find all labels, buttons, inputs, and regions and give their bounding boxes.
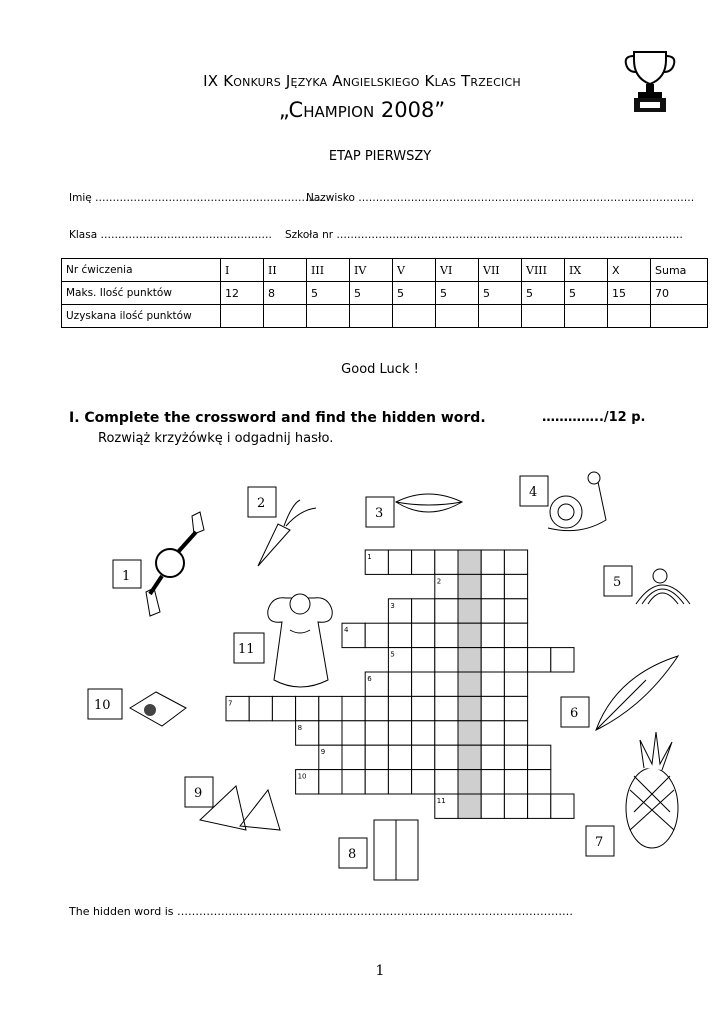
crossword-cell[interactable]	[504, 770, 527, 794]
crossword-cell[interactable]	[319, 770, 342, 794]
task-title: I. Complete the crossword and find the hidden word.	[69, 410, 486, 426]
table-cell: IV	[350, 259, 393, 282]
crossword-cell[interactable]	[388, 770, 411, 794]
row-label: Maks. Ilość punktów	[62, 282, 221, 305]
row-label: Uzyskana ilość punktów	[62, 305, 221, 328]
contest-title: IX Konkurs Języka Angielskiego Klas Trzecich	[203, 72, 521, 90]
table-cell: VI	[436, 259, 479, 282]
crossword-cell[interactable]	[504, 696, 527, 720]
crossword-cell[interactable]	[388, 696, 411, 720]
table-cell: VIII	[522, 259, 565, 282]
table-cell: 5	[307, 282, 350, 305]
crossword-cell[interactable]	[365, 721, 388, 745]
table-cell: 5	[436, 282, 479, 305]
hidden-word-cell[interactable]	[458, 696, 481, 720]
crossword-cell[interactable]	[528, 794, 551, 818]
crossword-cell[interactable]	[319, 696, 342, 720]
crossword-cell[interactable]	[551, 794, 574, 818]
crossword-cell[interactable]	[481, 770, 504, 794]
crossword-cell[interactable]	[504, 648, 527, 672]
clue-number: 6	[367, 675, 372, 683]
crossword-cell[interactable]	[272, 696, 295, 720]
clue-number: 5	[390, 650, 395, 659]
name-field[interactable]: Imię …………………………………………………………	[69, 192, 327, 204]
crossword-cell[interactable]	[435, 696, 458, 720]
crossword-cell[interactable]	[249, 696, 272, 720]
crossword-cell[interactable]	[504, 623, 527, 647]
crossword-cell[interactable]	[481, 574, 504, 598]
table-cell: 8	[264, 282, 307, 305]
clue-number: 7	[228, 699, 233, 708]
crossword-cell[interactable]	[435, 550, 458, 574]
svg-text:5: 5	[613, 575, 622, 590]
crossword-cell[interactable]	[528, 770, 551, 794]
crossword-cell[interactable]	[481, 550, 504, 574]
table-cell: Suma	[651, 259, 708, 282]
row-label: Nr ćwiczenia	[62, 259, 221, 282]
crossword-cell[interactable]	[528, 648, 551, 672]
hidden-word-cell[interactable]	[458, 672, 481, 696]
crossword-cell[interactable]	[504, 550, 527, 574]
crossword-cell[interactable]	[481, 623, 504, 647]
svg-text:4: 4	[529, 485, 538, 500]
task-instruction: Rozwiąż krzyżówkę i odgadnij hasło.	[98, 431, 334, 446]
hidden-word-cell[interactable]	[458, 574, 481, 598]
svg-text:8: 8	[348, 847, 357, 862]
table-cell: X	[608, 259, 651, 282]
picture-10-sharpener	[88, 689, 186, 726]
table-cell: 5	[522, 282, 565, 305]
table-cell: II	[264, 259, 307, 282]
clue-number: 10	[297, 772, 307, 781]
crossword-cell[interactable]	[342, 745, 365, 769]
good-luck-text: Good Luck !	[341, 362, 419, 377]
crossword-cell[interactable]	[388, 550, 411, 574]
picture-7-pineapple	[586, 732, 678, 856]
crossword-grid	[226, 550, 574, 818]
crossword-cell[interactable]	[365, 623, 388, 647]
clue-number: 4	[344, 626, 349, 635]
crossword-cell[interactable]	[388, 672, 411, 696]
crossword-cell[interactable]	[528, 745, 551, 769]
crossword-cell[interactable]	[435, 770, 458, 794]
table-cell: III	[307, 259, 350, 282]
hidden-word-cell[interactable]	[458, 794, 481, 818]
crossword-cell[interactable]	[481, 794, 504, 818]
crossword-cell[interactable]	[504, 745, 527, 769]
class-field[interactable]: Klasa ………………………………………….	[69, 229, 272, 241]
crossword-cell[interactable]	[481, 648, 504, 672]
crossword-cell[interactable]	[412, 599, 435, 623]
table-cell: 70	[651, 282, 708, 305]
crossword-cell[interactable]	[365, 745, 388, 769]
crossword-cell[interactable]	[412, 623, 435, 647]
crossword-cell[interactable]	[412, 672, 435, 696]
table-cell: 5	[393, 282, 436, 305]
crossword-cell[interactable]	[551, 648, 574, 672]
crossword-cell[interactable]	[435, 672, 458, 696]
crossword-cell[interactable]	[435, 745, 458, 769]
picture-2-carrot	[248, 487, 316, 566]
clue-number: 11	[436, 797, 446, 805]
crossword-cell[interactable]	[365, 696, 388, 720]
crossword-cell[interactable]	[388, 623, 411, 647]
crossword-cell[interactable]	[388, 721, 411, 745]
clue-number: 2	[436, 577, 442, 586]
clue-number: 1	[367, 553, 372, 561]
table-cell: 5	[565, 282, 608, 305]
crossword-cell[interactable]	[296, 696, 319, 720]
picture-1-watch	[113, 512, 204, 616]
hidden-word-cell[interactable]	[458, 599, 481, 623]
table-cell: 12	[221, 282, 264, 305]
picture-8-wardrobe	[339, 820, 418, 880]
clue-number: 9	[320, 748, 326, 757]
crossword-cell[interactable]	[412, 648, 435, 672]
stage-label: ETAP PIERWSZY	[328, 149, 432, 164]
crossword-cell[interactable]	[319, 721, 342, 745]
hidden-word-cell[interactable]	[458, 623, 481, 647]
picture-9-sandwiches	[185, 777, 280, 830]
crossword-cell[interactable]	[504, 599, 527, 623]
crossword-cell[interactable]	[342, 696, 365, 720]
crossword-cell[interactable]	[365, 770, 388, 794]
crossword-cell[interactable]	[435, 648, 458, 672]
hidden-word-cell[interactable]	[458, 745, 481, 769]
page-number: 1	[375, 963, 385, 979]
crossword-cell[interactable]	[504, 794, 527, 818]
clue-number: 8	[297, 723, 303, 732]
champion-title: „Champion 2008”	[278, 98, 446, 122]
table-cell: 15	[608, 282, 651, 305]
surname-field[interactable]: Nazwisko ……………………………………………………………………………………	[306, 192, 695, 204]
crossword-cell[interactable]	[435, 599, 458, 623]
crossword-cell[interactable]	[435, 623, 458, 647]
hidden-word-cell[interactable]	[458, 770, 481, 794]
crossword-cell[interactable]	[342, 721, 365, 745]
crossword-cell[interactable]	[504, 721, 527, 745]
hidden-word-cell[interactable]	[458, 648, 481, 672]
table-cell: 5	[479, 282, 522, 305]
crossword-cell[interactable]	[388, 745, 411, 769]
svg-text:2: 2	[257, 496, 266, 511]
crossword-cell[interactable]	[412, 696, 435, 720]
crossword-cell[interactable]	[481, 721, 504, 745]
table-cell: 5	[350, 282, 393, 305]
svg-text:7: 7	[595, 835, 604, 850]
picture-4-snail	[520, 472, 606, 531]
table-cell: IX	[565, 259, 608, 282]
svg-text:9: 9	[194, 786, 203, 801]
crossword-cell[interactable]	[435, 721, 458, 745]
crossword-cell[interactable]	[481, 672, 504, 696]
crossword-cell[interactable]	[412, 745, 435, 769]
crossword-cell[interactable]	[412, 550, 435, 574]
table-cell: I	[221, 259, 264, 282]
crossword-cell[interactable]	[481, 599, 504, 623]
crossword-cell[interactable]	[504, 672, 527, 696]
school-field[interactable]: Szkoła nr ………………………………………………………………………………………	[285, 229, 683, 241]
crossword-cell[interactable]	[412, 721, 435, 745]
svg-text:10: 10	[94, 698, 111, 713]
crossword-cell[interactable]	[481, 745, 504, 769]
crossword-cell[interactable]	[342, 770, 365, 794]
svg-text:11: 11	[238, 642, 255, 657]
picture-5-rainbow	[604, 566, 690, 604]
svg-text:6: 6	[570, 706, 579, 721]
clue-number: 3	[390, 601, 395, 610]
picture-3-lips	[366, 494, 462, 527]
task-points: …………../12 p.	[542, 410, 646, 425]
table-cell: V	[393, 259, 436, 282]
svg-text:3: 3	[375, 506, 384, 521]
table-cell: VII	[479, 259, 522, 282]
crossword-cell[interactable]	[504, 574, 527, 598]
crossword-cell[interactable]	[481, 696, 504, 720]
hidden-word-cell[interactable]	[458, 550, 481, 574]
picture-6-feather	[561, 656, 678, 730]
picture-11-dress	[234, 594, 332, 687]
hidden-word-line[interactable]: The hidden word is ………………………………………………………………………………………………	[69, 905, 574, 918]
svg-text:1: 1	[122, 569, 131, 584]
crossword-cell[interactable]	[412, 770, 435, 794]
hidden-word-cell[interactable]	[458, 721, 481, 745]
